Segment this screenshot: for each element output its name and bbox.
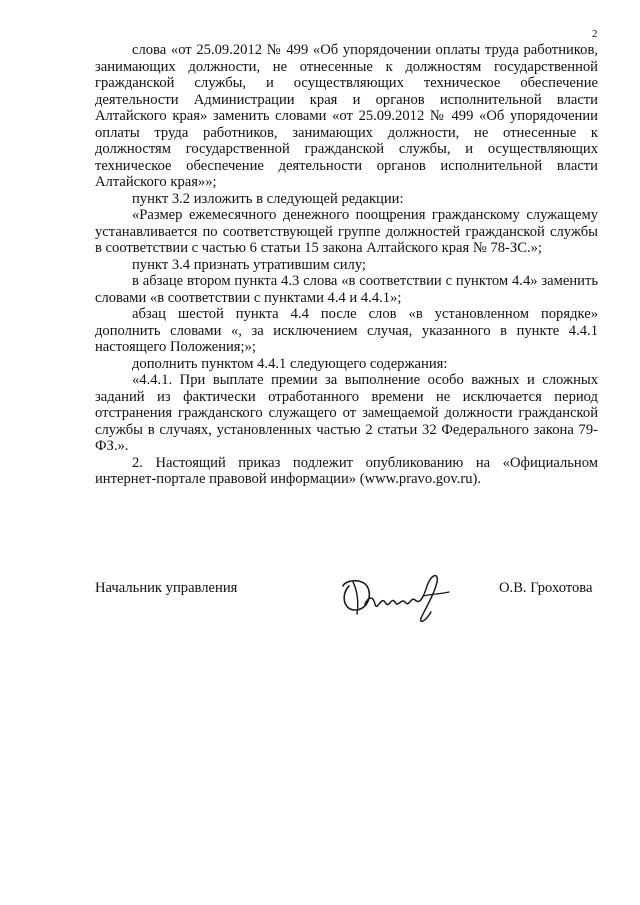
paragraph-clause-4-4: абзац шестой пункта 4.4 после слов «в установленном порядке» дополнить словами «, за исключением случая, указанного в пункте 4.4.1 настоящего Положения;»; bbox=[95, 306, 598, 355]
paragraph-add-clause: дополнить пунктом 4.4.1 следующего содержания: bbox=[132, 355, 448, 372]
paragraph-clause-3-2-text: «Размер ежемесячного денежного поощрения гражданскому служащему устанавливается по соответствующей группе должностей гражданской службы в соответствии с частью 6 статьи 15 закона Алтайского края № 78-ЗС.»; bbox=[95, 207, 598, 256]
paragraph-publication: 2. Настоящий приказ подлежит опубликованию на «Официальном интернет-портале правовой информации» (www.pravo.gov.ru). bbox=[95, 454, 598, 487]
paragraph-clause-4-3: в абзаце втором пункта 4.3 слова «в соответствии с пунктом 4.4» заменить словами «в соответствии с пунктами 4.4 и 4.4.1»; bbox=[95, 273, 598, 306]
signer-title: Начальник управления bbox=[95, 580, 238, 596]
paragraph-amend-words: слова «от 25.09.2012 № 499 «Об упорядочении оплаты труда работников, занимающих должности, не отнесенные к должностям государственной гражданской службы, и осуществляющих техническое обеспечение деятельности Администрации края и органов исполнительной власти Алтайского края» заменить словами «от 25.09.2012 № 499 «Об упорядочении оплаты труда работников, занимающих должности, не отнесенные к должностям государственной гражданской службы, и осуществляющих техническое обеспечение деятельности органов исполнительной власти Алтайского края»»; bbox=[95, 42, 598, 190]
signer-name: О.В. Грохотова bbox=[499, 580, 593, 596]
handwritten-signature bbox=[335, 566, 465, 626]
paragraph-clause-3-2: пункт 3.2 изложить в следующей редакции: bbox=[132, 190, 404, 207]
page-number: 2 bbox=[592, 28, 598, 40]
signature-block bbox=[95, 566, 603, 626]
paragraph-clause-4-4-1: «4.4.1. При выплате премии за выполнение особо важных и сложных заданий из фактически отработанного времени не исключается период отстранения гражданского служащего от замещаемой должности гражданской службы в случаях, установленных частью 2 статьи 32 Федерального закона 79-ФЗ.». bbox=[95, 372, 598, 454]
paragraph-clause-3-4: пункт 3.4 признать утратившим силу; bbox=[132, 256, 366, 273]
document-body bbox=[95, 42, 598, 488]
